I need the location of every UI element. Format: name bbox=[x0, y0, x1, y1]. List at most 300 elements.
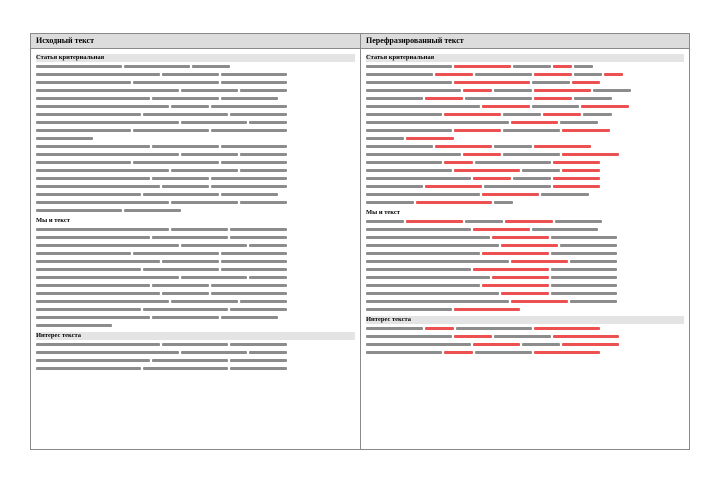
text-run bbox=[240, 169, 288, 172]
text-run bbox=[465, 220, 503, 223]
text-run bbox=[230, 343, 287, 346]
text-run bbox=[522, 169, 560, 172]
text-run bbox=[192, 65, 230, 68]
text-line bbox=[36, 102, 355, 110]
text-run bbox=[532, 228, 599, 231]
text-line bbox=[366, 150, 684, 158]
text-run bbox=[133, 81, 219, 84]
text-run bbox=[366, 129, 452, 132]
text-run bbox=[36, 359, 150, 362]
text-run bbox=[551, 284, 618, 287]
text-run bbox=[366, 153, 461, 156]
text-run bbox=[551, 252, 618, 255]
text-run bbox=[230, 367, 287, 370]
highlighted-change bbox=[463, 153, 501, 156]
text-run bbox=[221, 193, 278, 196]
text-line bbox=[366, 241, 684, 249]
text-run bbox=[211, 129, 287, 132]
text-run bbox=[503, 129, 560, 132]
highlighted-change bbox=[562, 153, 619, 156]
text-run bbox=[475, 73, 532, 76]
text-run bbox=[593, 89, 631, 92]
text-line bbox=[36, 281, 355, 289]
text-run bbox=[36, 268, 141, 271]
text-run bbox=[152, 359, 228, 362]
text-run bbox=[494, 335, 551, 338]
text-run bbox=[366, 81, 452, 84]
highlighted-change bbox=[463, 89, 492, 92]
highlighted-change bbox=[454, 308, 521, 311]
text-run bbox=[456, 327, 532, 330]
text-run bbox=[366, 169, 452, 172]
text-run bbox=[583, 113, 612, 116]
text-line bbox=[36, 340, 355, 348]
highlighted-change bbox=[562, 129, 610, 132]
highlighted-change bbox=[444, 113, 501, 116]
text-line bbox=[366, 297, 684, 305]
text-run bbox=[133, 161, 219, 164]
text-run bbox=[366, 145, 433, 148]
text-line bbox=[36, 166, 355, 174]
text-run bbox=[36, 161, 131, 164]
text-line bbox=[366, 182, 684, 190]
text-line bbox=[366, 249, 684, 257]
text-run bbox=[366, 335, 452, 338]
text-line bbox=[366, 273, 684, 281]
text-run bbox=[366, 327, 423, 330]
original-column-header: Исходный текст bbox=[31, 34, 360, 49]
highlighted-change bbox=[553, 185, 601, 188]
text-run bbox=[366, 177, 471, 180]
text-line bbox=[366, 340, 684, 348]
text-line bbox=[36, 233, 355, 241]
text-run bbox=[366, 137, 404, 140]
text-run bbox=[532, 81, 570, 84]
text-line bbox=[36, 86, 355, 94]
section-heading: Интерес текста bbox=[36, 332, 355, 340]
highlighted-change bbox=[454, 65, 511, 68]
text-run bbox=[124, 65, 191, 68]
text-line bbox=[366, 78, 684, 86]
text-run bbox=[36, 367, 141, 370]
text-run bbox=[211, 284, 287, 287]
text-line bbox=[36, 289, 355, 297]
text-run bbox=[366, 351, 442, 354]
text-run bbox=[366, 105, 480, 108]
text-line bbox=[366, 126, 684, 134]
text-line bbox=[36, 94, 355, 102]
text-run bbox=[36, 81, 131, 84]
text-line bbox=[366, 190, 684, 198]
text-run bbox=[124, 209, 181, 212]
text-line bbox=[36, 364, 355, 372]
highlighted-change bbox=[534, 89, 591, 92]
text-line bbox=[366, 118, 684, 126]
highlighted-change bbox=[553, 65, 572, 68]
text-run bbox=[465, 97, 532, 100]
text-line bbox=[36, 273, 355, 281]
text-line bbox=[36, 206, 355, 214]
text-line bbox=[36, 198, 355, 206]
highlighted-change bbox=[572, 81, 601, 84]
text-run bbox=[475, 351, 532, 354]
text-run bbox=[366, 308, 452, 311]
text-line bbox=[366, 102, 684, 110]
text-run bbox=[230, 308, 287, 311]
text-run bbox=[36, 236, 150, 239]
text-run bbox=[551, 236, 618, 239]
text-run bbox=[366, 252, 480, 255]
text-line bbox=[366, 305, 684, 313]
section-heading: Статья критериальная bbox=[366, 54, 684, 62]
text-line bbox=[366, 110, 684, 118]
text-run bbox=[36, 260, 160, 263]
highlighted-change bbox=[534, 73, 572, 76]
text-line bbox=[366, 86, 684, 94]
text-run bbox=[551, 268, 618, 271]
text-run bbox=[152, 284, 209, 287]
highlighted-change bbox=[406, 137, 454, 140]
highlighted-change bbox=[534, 351, 601, 354]
highlighted-change bbox=[492, 276, 549, 279]
text-run bbox=[240, 153, 288, 156]
text-line bbox=[366, 257, 684, 265]
highlighted-change bbox=[473, 268, 549, 271]
text-run bbox=[181, 351, 248, 354]
text-line bbox=[36, 225, 355, 233]
text-line bbox=[36, 142, 355, 150]
text-run bbox=[366, 228, 471, 231]
text-run bbox=[366, 244, 499, 247]
text-line bbox=[366, 348, 684, 356]
highlighted-change bbox=[435, 145, 492, 148]
text-line bbox=[36, 62, 355, 70]
text-run bbox=[555, 220, 603, 223]
text-line bbox=[36, 134, 355, 142]
text-run bbox=[366, 300, 509, 303]
text-run bbox=[36, 343, 160, 346]
text-line bbox=[36, 356, 355, 364]
text-line bbox=[36, 126, 355, 134]
text-run bbox=[171, 105, 209, 108]
text-run bbox=[152, 145, 219, 148]
text-run bbox=[143, 367, 229, 370]
text-line bbox=[36, 182, 355, 190]
text-run bbox=[211, 292, 287, 295]
text-run bbox=[162, 292, 210, 295]
text-line bbox=[36, 78, 355, 86]
text-run bbox=[181, 153, 238, 156]
text-run bbox=[36, 65, 122, 68]
text-run bbox=[221, 97, 278, 100]
highlighted-change bbox=[482, 284, 549, 287]
text-run bbox=[36, 351, 179, 354]
text-run bbox=[36, 129, 131, 132]
text-run bbox=[181, 244, 248, 247]
text-run bbox=[162, 260, 219, 263]
text-run bbox=[36, 177, 150, 180]
text-run bbox=[366, 268, 471, 271]
text-run bbox=[36, 73, 160, 76]
text-run bbox=[240, 201, 288, 204]
text-line bbox=[366, 225, 684, 233]
section-heading: Интерес текста bbox=[366, 316, 684, 324]
text-run bbox=[133, 129, 209, 132]
highlighted-change bbox=[454, 335, 492, 338]
text-line bbox=[366, 62, 684, 70]
text-run bbox=[221, 161, 288, 164]
highlighted-change bbox=[534, 97, 572, 100]
highlighted-change bbox=[562, 343, 619, 346]
text-run bbox=[494, 145, 532, 148]
text-run bbox=[36, 244, 179, 247]
text-line bbox=[36, 174, 355, 182]
highlighted-change bbox=[505, 220, 553, 223]
text-run bbox=[570, 260, 618, 263]
text-run bbox=[475, 161, 551, 164]
text-run bbox=[181, 121, 248, 124]
highlighted-change bbox=[511, 300, 568, 303]
text-run bbox=[366, 343, 471, 346]
highlighted-change bbox=[435, 73, 473, 76]
highlighted-change bbox=[604, 73, 623, 76]
text-run bbox=[513, 177, 551, 180]
text-run bbox=[221, 268, 288, 271]
text-run bbox=[494, 201, 513, 204]
highlighted-change bbox=[553, 335, 620, 338]
highlighted-change bbox=[473, 228, 530, 231]
text-run bbox=[36, 169, 169, 172]
text-run bbox=[240, 89, 288, 92]
text-line bbox=[36, 257, 355, 265]
text-run bbox=[240, 300, 288, 303]
text-run bbox=[574, 73, 603, 76]
text-run bbox=[503, 113, 541, 116]
text-run bbox=[181, 276, 248, 279]
text-run bbox=[143, 193, 219, 196]
text-run bbox=[36, 276, 179, 279]
text-run bbox=[171, 201, 238, 204]
text-run bbox=[574, 97, 612, 100]
text-line bbox=[36, 321, 355, 329]
text-run bbox=[162, 343, 229, 346]
text-run bbox=[249, 276, 287, 279]
text-run bbox=[560, 244, 617, 247]
text-line bbox=[36, 150, 355, 158]
text-line bbox=[366, 217, 684, 225]
text-line bbox=[366, 281, 684, 289]
highlighted-change bbox=[425, 327, 454, 330]
highlighted-change bbox=[553, 161, 601, 164]
text-run bbox=[152, 177, 209, 180]
text-line bbox=[366, 158, 684, 166]
highlighted-change bbox=[454, 169, 521, 172]
highlighted-change bbox=[473, 343, 521, 346]
text-line bbox=[366, 166, 684, 174]
text-run bbox=[366, 236, 490, 239]
highlighted-change bbox=[581, 105, 629, 108]
original-column-body bbox=[31, 49, 360, 374]
text-run bbox=[366, 220, 404, 223]
paraphrased-column-header: Перефразированный текст bbox=[361, 34, 689, 49]
text-run bbox=[152, 236, 228, 239]
text-run bbox=[36, 252, 131, 255]
text-run bbox=[221, 73, 288, 76]
text-run bbox=[181, 89, 238, 92]
text-run bbox=[36, 201, 169, 204]
text-run bbox=[36, 105, 169, 108]
highlighted-change bbox=[501, 292, 549, 295]
text-run bbox=[366, 121, 509, 124]
text-run bbox=[366, 292, 499, 295]
text-line bbox=[36, 265, 355, 273]
text-run bbox=[551, 276, 618, 279]
text-line bbox=[36, 118, 355, 126]
text-run bbox=[143, 113, 229, 116]
text-line bbox=[366, 265, 684, 273]
text-line bbox=[366, 332, 684, 340]
text-run bbox=[513, 65, 551, 68]
text-run bbox=[152, 316, 219, 319]
paraphrased-column-body bbox=[361, 49, 689, 358]
highlighted-change bbox=[482, 252, 549, 255]
text-run bbox=[36, 89, 179, 92]
text-line bbox=[36, 110, 355, 118]
text-run bbox=[211, 177, 287, 180]
text-run bbox=[36, 300, 169, 303]
text-run bbox=[494, 89, 532, 92]
text-run bbox=[221, 260, 288, 263]
text-line bbox=[366, 233, 684, 241]
text-run bbox=[36, 193, 141, 196]
text-run bbox=[36, 113, 141, 116]
text-run bbox=[211, 185, 287, 188]
text-line bbox=[36, 305, 355, 313]
text-run bbox=[36, 209, 122, 212]
highlighted-change bbox=[473, 177, 511, 180]
highlighted-change bbox=[482, 105, 530, 108]
section-heading: Мы и текст bbox=[366, 209, 400, 216]
text-run bbox=[366, 65, 452, 68]
text-run bbox=[36, 153, 179, 156]
text-run bbox=[551, 292, 618, 295]
text-run bbox=[143, 308, 229, 311]
highlighted-change bbox=[444, 351, 473, 354]
text-run bbox=[221, 81, 288, 84]
text-run bbox=[366, 193, 480, 196]
highlighted-change bbox=[492, 236, 549, 239]
section-heading: Мы и текст bbox=[36, 217, 70, 224]
text-run bbox=[162, 185, 210, 188]
text-line bbox=[366, 70, 684, 78]
highlighted-change bbox=[543, 113, 581, 116]
text-run bbox=[366, 73, 433, 76]
text-run bbox=[36, 145, 150, 148]
highlighted-change bbox=[511, 260, 568, 263]
text-run bbox=[143, 268, 219, 271]
text-run bbox=[366, 113, 442, 116]
text-run bbox=[522, 343, 560, 346]
text-run bbox=[133, 252, 219, 255]
highlighted-change bbox=[562, 169, 600, 172]
text-run bbox=[221, 252, 288, 255]
text-run bbox=[36, 185, 160, 188]
section-heading: Статья критериальная bbox=[36, 54, 355, 62]
text-run bbox=[36, 97, 150, 100]
text-run bbox=[484, 185, 551, 188]
text-run bbox=[366, 161, 442, 164]
text-run bbox=[36, 137, 93, 140]
text-line bbox=[366, 324, 684, 332]
highlighted-change bbox=[454, 129, 502, 132]
text-run bbox=[36, 292, 160, 295]
text-run bbox=[541, 193, 589, 196]
highlighted-change bbox=[511, 121, 559, 124]
text-line bbox=[36, 241, 355, 249]
text-run bbox=[249, 351, 287, 354]
text-line bbox=[36, 70, 355, 78]
text-line bbox=[366, 142, 684, 150]
highlighted-change bbox=[425, 185, 482, 188]
text-line bbox=[36, 249, 355, 257]
text-run bbox=[560, 121, 598, 124]
text-run bbox=[221, 316, 278, 319]
text-run bbox=[366, 97, 423, 100]
text-line bbox=[366, 134, 684, 142]
paraphrased-text-column bbox=[360, 34, 689, 449]
text-run bbox=[36, 228, 169, 231]
text-run bbox=[230, 113, 287, 116]
text-run bbox=[36, 324, 112, 327]
highlighted-change bbox=[454, 81, 530, 84]
highlighted-change bbox=[534, 327, 601, 330]
text-run bbox=[366, 201, 414, 204]
text-line bbox=[36, 297, 355, 305]
text-run bbox=[162, 73, 219, 76]
text-run bbox=[249, 121, 287, 124]
highlighted-change bbox=[444, 161, 473, 164]
highlighted-change bbox=[406, 220, 463, 223]
text-line bbox=[366, 198, 684, 206]
highlighted-change bbox=[501, 244, 558, 247]
text-run bbox=[36, 121, 179, 124]
text-run bbox=[532, 105, 580, 108]
text-run bbox=[230, 228, 287, 231]
highlighted-change bbox=[482, 193, 539, 196]
text-run bbox=[211, 105, 287, 108]
text-run bbox=[221, 145, 288, 148]
text-run bbox=[366, 284, 480, 287]
text-run bbox=[36, 316, 150, 319]
text-run bbox=[152, 97, 219, 100]
text-run bbox=[366, 185, 423, 188]
text-run bbox=[36, 284, 150, 287]
text-run bbox=[503, 153, 560, 156]
text-run bbox=[36, 308, 141, 311]
text-run bbox=[574, 65, 593, 68]
highlighted-change bbox=[534, 145, 591, 148]
text-run bbox=[171, 169, 238, 172]
original-text-column bbox=[31, 34, 360, 449]
text-run bbox=[249, 244, 287, 247]
text-line bbox=[36, 348, 355, 356]
text-line bbox=[36, 190, 355, 198]
text-line bbox=[366, 94, 684, 102]
comparison-table bbox=[30, 33, 690, 450]
text-run bbox=[230, 359, 287, 362]
text-line bbox=[36, 313, 355, 321]
text-run bbox=[366, 276, 490, 279]
